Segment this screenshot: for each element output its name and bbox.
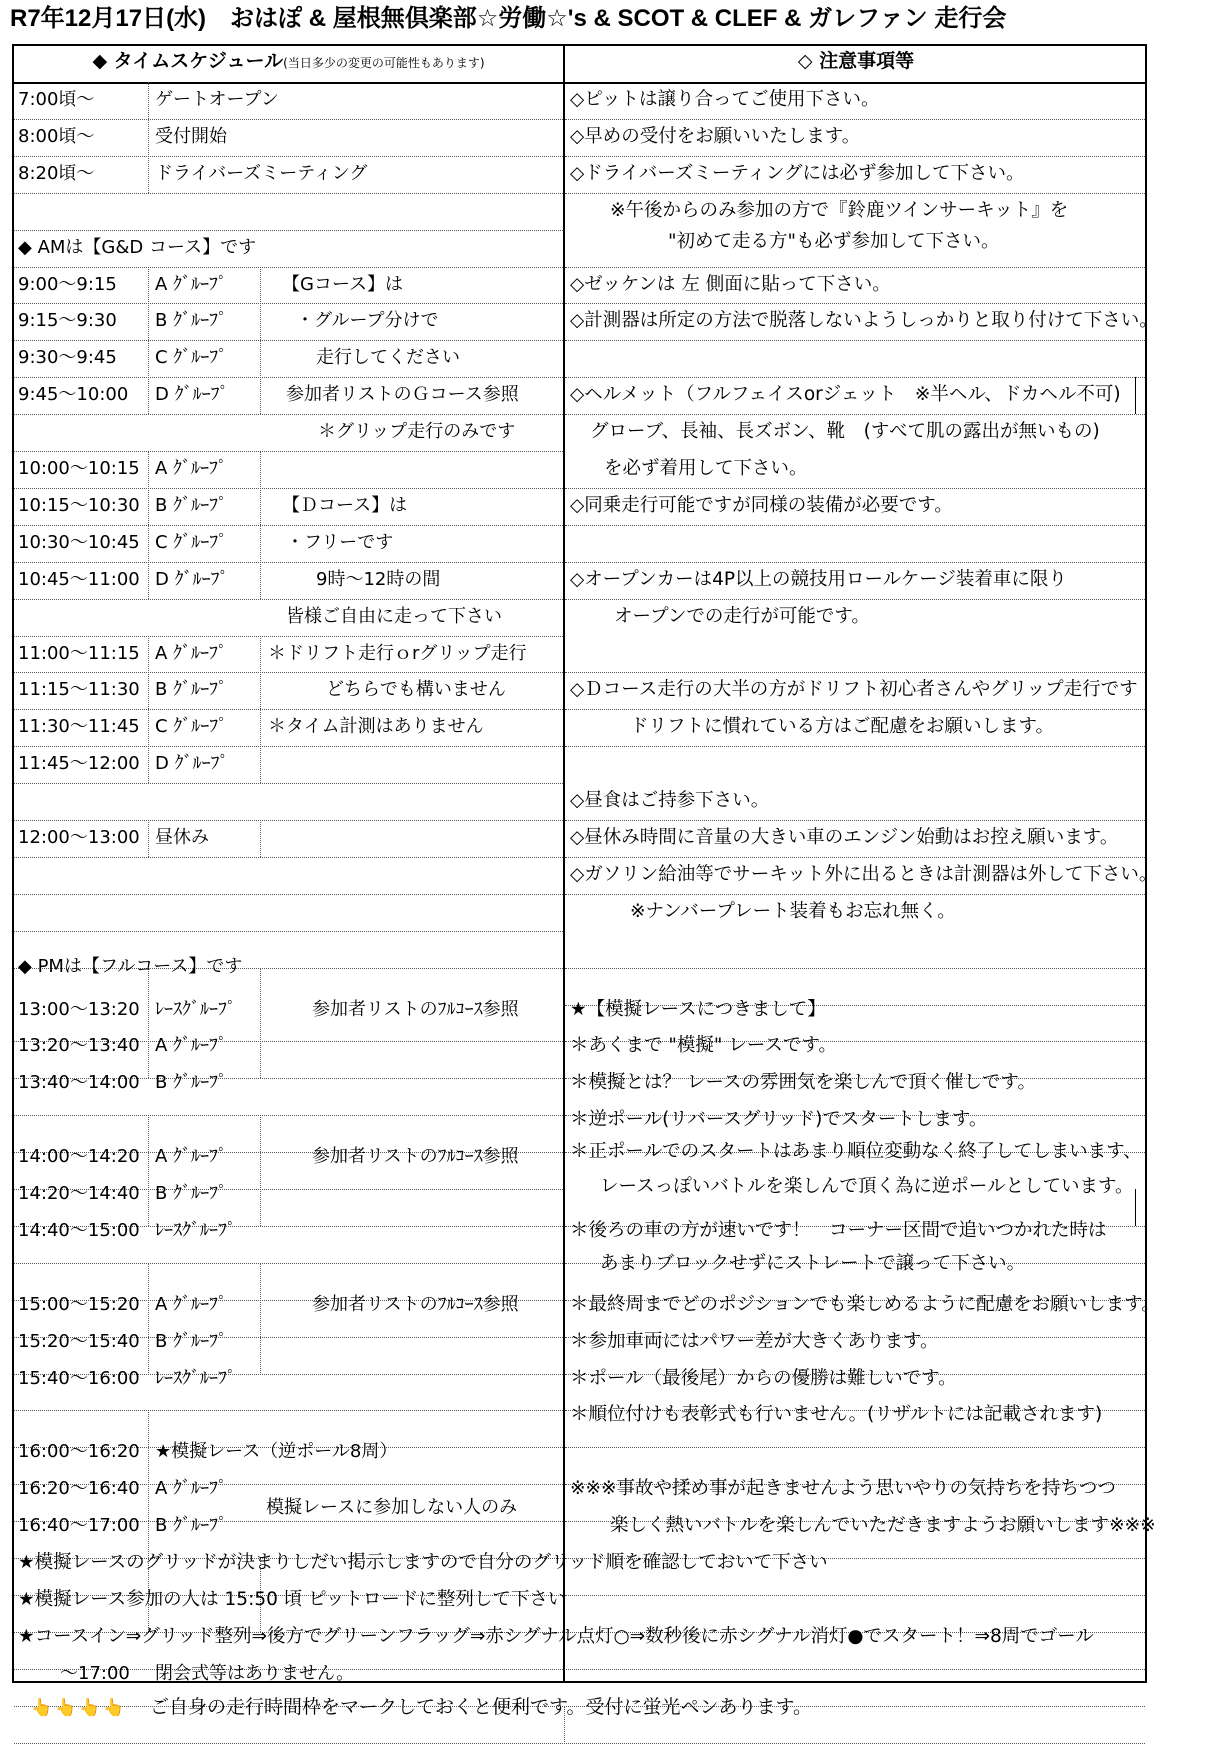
row-divider (14, 1410, 563, 1411)
section-title: ◆ AMは【G&D コース】です (18, 236, 257, 258)
pointing-hand-icon: 👆 (31, 1698, 53, 1718)
group-cell: ﾚｰｽｸﾞﾙｰﾌﾟ (155, 998, 236, 1020)
row-divider (565, 193, 1145, 194)
note-line: オープンでの走行が可能です。 (614, 605, 870, 627)
row-divider (565, 267, 1145, 268)
course-note: 9時～12時の間 (316, 568, 441, 590)
event-cell: 昼休み (155, 827, 209, 848)
note-line: レースっぽいバトルを楽しんで頂く為に逆ポールとしています。 (600, 1175, 1134, 1197)
note-line: 楽しく熱いバトルを楽しんでいただきますようお願いします※※※ (610, 1515, 1156, 1537)
column-divider-dotted (260, 968, 261, 1079)
time-cell: 10:15～10:30 (18, 494, 140, 516)
note-line: ＊最終周までどのポジションでも楽しめるように配慮をお願いします。 (570, 1293, 1160, 1315)
group-cell: A ｸﾞﾙｰﾌﾟ (155, 1146, 228, 1168)
row-divider (565, 377, 1145, 378)
note-line: ◇ドライバーズミーティングには必ず参加して下さい。 (570, 162, 1025, 184)
row-divider (14, 783, 563, 784)
row-divider (565, 968, 1145, 969)
row-divider (565, 488, 1145, 489)
event-cell: 受付開始 (155, 125, 227, 147)
course-note: 参加者リストのﾌﾙｺｰｽ参照 (312, 1293, 519, 1315)
time-cell: 15:20～15:40 (18, 1330, 140, 1352)
group-cell: C ｸﾞﾙｰﾌﾟ (155, 716, 228, 738)
note-line: ＊あくまで "模擬" レースです。 (570, 1035, 837, 1057)
note-line: ＊参加車両にはパワー差が大きくあります。 (570, 1330, 939, 1352)
note-line: ＊ポール（最後尾）からの優勝は難しいです。 (570, 1367, 957, 1389)
note-line: ドリフトに慣れている方はご配慮をお願いします。 (630, 716, 1055, 738)
pointing-hand-icon: 👆 (103, 1698, 125, 1718)
bottom-note: ★模擬レースのグリッドが決まりしだい掲示しますので自分のグリッド順を確認しておいて下さい (18, 1552, 828, 1574)
time-cell: 9:30～9:45 (18, 347, 117, 369)
bottom-note: ★コースイン⇒グリッド整列⇒後方でグリーンフラッグ⇒赤シグナル点灯○⇒数秒後に赤シグナル消灯●でスタート！⇒8周でゴール (18, 1625, 1094, 1647)
bottom-note: ★模擬レース参加の人は 15:50 頃 ピットロードに整列して下さい (18, 1588, 567, 1610)
row-divider (14, 820, 563, 821)
time-cell: 11:45～12:00 (18, 753, 140, 775)
time-cell: 11:00～11:15 (18, 642, 140, 664)
column-divider-dotted (260, 451, 261, 599)
row-divider (565, 599, 1145, 600)
group-cell: B ｸﾞﾙｰﾌﾟ (155, 1072, 228, 1094)
note-line: ＊模擬とは？ レースの雰囲気を楽しんで頂く催しです。 (570, 1072, 1036, 1094)
note-line: ◇計測器は所定の方法で脱落しないようしっかりと取り付けて下さい。 (570, 310, 1158, 332)
course-note: 走行してください (316, 347, 460, 369)
row-divider (14, 1743, 1145, 1744)
row-divider (565, 156, 1145, 157)
row-divider (14, 340, 563, 341)
time-cell: 9:00～9:15 (18, 273, 117, 295)
note-line: ◇ヘルメット（フルフェイスorジェット ※半ヘル、ドカヘル不可) (570, 384, 1121, 406)
notes-header: ◇ 注意事項等 (797, 50, 915, 72)
time-cell: 8:20頃～ (18, 162, 95, 184)
group-cell: A ｸﾞﾙｰﾌﾟ (155, 1035, 228, 1057)
row-divider (14, 1115, 563, 1116)
group-cell: A ｸﾞﾙｰﾌﾟ (155, 1478, 228, 1500)
course-note: 参加者リストのﾌﾙｺｰｽ参照 (312, 998, 519, 1020)
course-note: どちらでも構いません (326, 679, 506, 701)
column-divider-dotted (148, 451, 149, 599)
column-divider-dotted (260, 636, 261, 784)
group-cell: A ｸﾞﾙｰﾌﾟ (155, 458, 228, 479)
row-divider (14, 488, 563, 489)
time-cell: 11:15～11:30 (18, 679, 140, 701)
time-cell: 10:00～10:15 (18, 458, 140, 479)
row-divider (565, 119, 1145, 120)
column-divider-dotted (148, 82, 149, 193)
row-divider (565, 857, 1145, 858)
note-line: あまりブロックせずにストレートで譲って下さい。 (600, 1253, 1026, 1275)
group-cell: D ｸﾞﾙｰﾌﾟ (155, 384, 229, 406)
pointing-hand-icon: 👆 (79, 1698, 101, 1718)
group-cell: ﾚｰｽｸﾞﾙｰﾌﾟ (155, 1219, 236, 1241)
row-divider (14, 451, 563, 452)
time-cell: 14:40～15:00 (18, 1219, 140, 1241)
column-divider-dotted (148, 820, 149, 857)
row-divider (565, 340, 1145, 341)
group-cell: D ｸﾞﾙｰﾌﾟ (155, 753, 229, 775)
group-cell: C ｸﾞﾙｰﾌﾟ (155, 347, 228, 369)
time-cell: 15:40～16:00 (18, 1367, 140, 1389)
column-divider-dotted (260, 267, 261, 415)
course-note: 【Gコース】は (282, 273, 404, 295)
row-divider (14, 119, 563, 120)
row-divider (14, 599, 563, 600)
note-line: ◇昼休み時間に音量の大きい車のエンジン始動はお控え願います。 (570, 827, 1119, 848)
group-cell: B ｸﾞﾙｰﾌﾟ (155, 1183, 228, 1205)
footnote-text: ご自身の走行時間枠をマークしておくと便利です。受付に蛍光ペンあります。 (150, 1696, 812, 1718)
course-note: ・グループ分けで (296, 310, 439, 332)
time-cell: 11:30～11:45 (18, 716, 140, 738)
note-line: ★【模擬レースにつきまして】 (570, 998, 826, 1020)
note-line: ＊後ろの車の方が速いです！ コーナー区間で追いつかれた時は (570, 1219, 1107, 1241)
note-line: ＊順位付けも表彰式も行いません。(リザルトには記載されます) (570, 1404, 1103, 1426)
group-cell: D ｸﾞﾙｰﾌﾟ (155, 568, 229, 590)
group-cell: ﾚｰｽｸﾞﾙｰﾌﾟ (155, 1367, 236, 1389)
group-cell: A ｸﾞﾙｰﾌﾟ (155, 642, 228, 664)
footnote (30, 1692, 1210, 1722)
note-line: ◇オープンカーは4P以上の競技用ロールケージ装着車に限り (570, 568, 1067, 590)
column-divider-dotted (260, 820, 261, 857)
note-line: グローブ、長袖、長ズボン、靴 (すべて肌の露出が無いもの) (590, 421, 1100, 443)
time-cell: 9:45～10:00 (18, 384, 129, 406)
note-line: "初めて走る方"も必ず参加して下さい。 (668, 231, 1000, 253)
row-divider (14, 414, 563, 415)
row-divider (14, 562, 563, 563)
event-cell: 閉会式等はありません。 (155, 1662, 355, 1684)
course-note: ＊グリップ走行のみです (318, 421, 516, 443)
group-cell: B ｸﾞﾙｰﾌﾟ (155, 310, 228, 332)
row-divider (14, 931, 563, 932)
time-cell: 7:00頃～ (18, 89, 95, 110)
time-cell: 13:20～13:40 (18, 1035, 140, 1057)
row-divider (14, 303, 563, 304)
row-divider (14, 636, 563, 637)
course-note: ＊タイム計測はありません (268, 716, 484, 738)
schedule-header (16, 50, 561, 74)
note-line: ◇ガソリン給油等でサーキット外に出るときは計測器は外して下さい。 (570, 863, 1158, 885)
group-cell: A ｸﾞﾙｰﾌﾟ (155, 273, 228, 295)
time-cell: 16:20～16:40 (18, 1478, 140, 1500)
schedule-header-note: (当日多少の変更の可能性もあります) (283, 56, 485, 70)
column-divider-dotted (148, 968, 149, 1079)
row-divider (565, 746, 1145, 747)
group-cell: C ｸﾞﾙｰﾌﾟ (155, 531, 228, 553)
row-divider (14, 1263, 563, 1264)
row-divider (14, 525, 563, 526)
column-divider-dotted (148, 636, 149, 784)
note-line: ◇ゼッケンは 左 側面に貼って下さい。 (570, 273, 891, 295)
column-divider (563, 44, 565, 1683)
row-divider (14, 156, 563, 157)
time-cell: 13:40～14:00 (18, 1072, 140, 1094)
note-line: ※午後からのみ参加の方で『鈴鹿ツインサーキット』を (610, 199, 1069, 221)
note-line: ※ナンバープレート装着もお忘れ無く。 (630, 900, 956, 922)
row-divider (565, 709, 1145, 710)
row-divider (565, 820, 1145, 821)
time-cell: 14:00～14:20 (18, 1146, 140, 1168)
time-cell: 14:20～14:40 (18, 1183, 140, 1205)
course-note: ＊ドリフト走行ｏrグリップ走行 (268, 642, 527, 664)
time-cell: 10:30～10:45 (18, 531, 140, 553)
row-divider (565, 894, 1145, 895)
time-cell: 8:00頃～ (18, 125, 95, 147)
group-cell: B ｸﾞﾙｰﾌﾟ (155, 679, 228, 701)
group-cell: B ｸﾞﾙｰﾌﾟ (155, 1515, 228, 1537)
row-divider (565, 562, 1145, 563)
course-note: 参加者リストのﾌﾙｺｰｽ参照 (312, 1146, 519, 1168)
row-divider (565, 1447, 1145, 1448)
column-divider-dotted (260, 1115, 261, 1226)
row-divider (14, 672, 563, 673)
note-line: ◇昼食はご持参下さい。 (570, 790, 770, 812)
row-divider (14, 267, 563, 268)
column-divider-dotted (148, 267, 149, 415)
time-cell: 12:00～13:00 (18, 827, 140, 848)
column-divider-dotted (148, 1263, 149, 1374)
course-note: ・フリーです (286, 531, 394, 553)
note-line: ◇Ｄコース走行の大半の方がドリフト初心者さんやグリップ走行です (570, 679, 1138, 701)
time-cell: 16:00～16:20 (18, 1441, 140, 1463)
row-divider (565, 525, 1145, 526)
time-cell: 10:45～11:00 (18, 568, 140, 590)
row-divider (14, 857, 563, 858)
course-note: 皆様ご自由に走って下さい (286, 605, 502, 627)
row-divider (14, 709, 563, 710)
note-line: を必ず着用して下さい。 (604, 458, 808, 479)
row-divider (14, 230, 563, 231)
pointing-hand-icon: 👆 (55, 1698, 77, 1718)
note-line: ◇同乗走行可能ですが同様の装備が必要です。 (570, 494, 953, 516)
section-title: ◆ PMは【フルコース】です (18, 956, 243, 978)
note-line: ＊逆ポール(リバースグリッド)でスタートします。 (570, 1109, 988, 1131)
note-line: ＊正ポールでのスタートはあまり順位変動なく終了してしまいます、 (570, 1140, 1142, 1162)
row-divider (565, 414, 1145, 415)
row-divider (565, 672, 1145, 673)
column-divider-dotted (260, 1263, 261, 1374)
time-cell: ～17:00 (60, 1662, 130, 1684)
page-title: R7年12月17日(水) おはぽ & 屋根無倶楽部☆労働☆'s & SCOT & CLEF & ガレファン 走行会 (10, 5, 1007, 32)
row-divider (14, 746, 563, 747)
time-cell: 9:15～9:30 (18, 310, 117, 332)
time-cell: 15:00～15:20 (18, 1293, 140, 1315)
time-cell: 13:00～13:20 (18, 998, 140, 1020)
column-divider-dotted (148, 1115, 149, 1226)
row-divider (565, 1595, 1145, 1596)
note-line: ◇早めの受付をお願いいたします。 (570, 125, 861, 147)
time-cell: 16:40～17:00 (18, 1515, 140, 1537)
row-divider (14, 193, 563, 194)
row-divider (14, 894, 563, 895)
column-divider-dotted (1135, 377, 1136, 414)
event-cell: ★模擬レース（逆ポール8周） (155, 1441, 398, 1463)
column-divider-dotted (1135, 1189, 1136, 1226)
row-divider (565, 303, 1145, 304)
event-cell: ゲートオープン (155, 89, 279, 110)
row-divider (14, 377, 563, 378)
group-cell: B ｸﾞﾙｰﾌﾟ (155, 1330, 228, 1352)
event-cell: ドライバーズミーティング (155, 162, 368, 184)
note-line: ◇ピットは譲り合ってご使用下さい。 (570, 89, 880, 110)
header-divider (12, 82, 1147, 84)
course-note: 【Ｄコース】は (282, 494, 408, 516)
group-cell: B ｸﾞﾙｰﾌﾟ (155, 494, 228, 516)
schedule-header-label: ◆ タイムスケジュール (92, 50, 284, 72)
course-note: 模擬レースに参加しない人のみ (266, 1496, 518, 1518)
course-note: 参加者リストのＧコース参照 (286, 384, 519, 406)
note-line: ※※※事故や揉め事が起きませんよう思いやりの気持ちを持ちつつ (570, 1478, 1116, 1500)
group-cell: A ｸﾞﾙｰﾌﾟ (155, 1293, 228, 1315)
column-divider-dotted (148, 1410, 149, 1521)
